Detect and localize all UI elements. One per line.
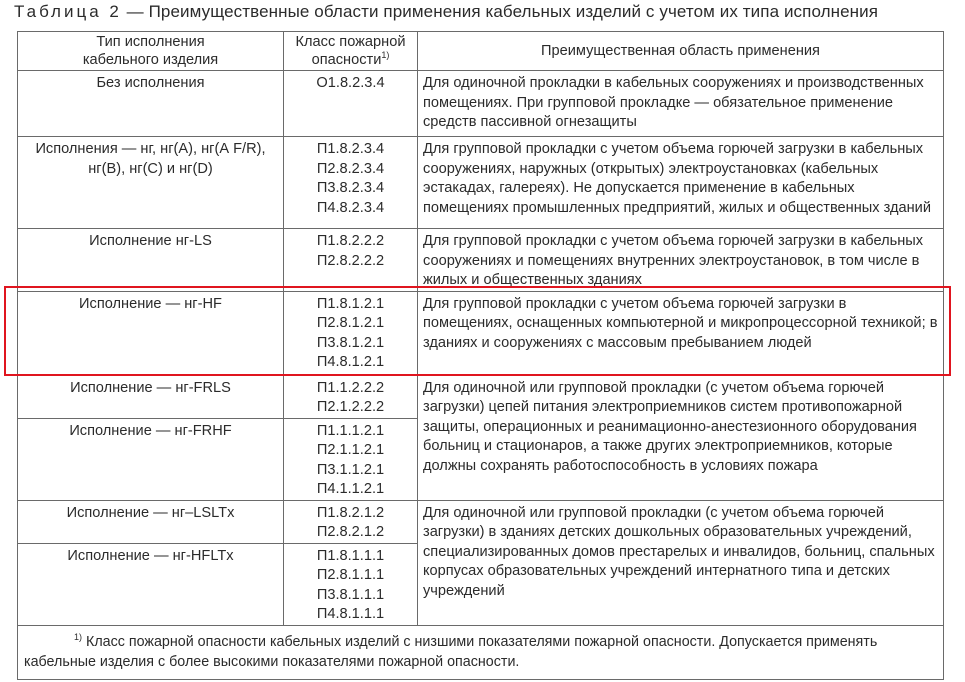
type-text: Исполнение нг-LS bbox=[89, 233, 212, 249]
header-class-line-1: Класс пожарной bbox=[295, 34, 406, 50]
class-code: П1.8.2.2.2 bbox=[316, 233, 385, 249]
area-cell: Для групповой прокладки с учетом объема горючей загрузки в кабельных сооружениях, наружных (открытых) электроустановках (кабельных эстакадах, галереях). Не допускается применение в кабельных помещениях промышленных предприятий, жилых и общественных зданий bbox=[418, 137, 944, 229]
footnote-row bbox=[18, 625, 944, 679]
type-text: Исполнение — нг-FRHF bbox=[69, 422, 232, 439]
class-code: П2.1.2.2.2 bbox=[316, 399, 385, 415]
type-text: Исполнение — нг–LSLTx bbox=[66, 504, 235, 521]
class-code: П4.8.2.3.4 bbox=[316, 199, 385, 216]
table-row bbox=[18, 137, 944, 229]
type-cell bbox=[18, 71, 284, 137]
header-class-line-2: опасности bbox=[311, 52, 382, 68]
header-class-footnote-mark: 1) bbox=[381, 50, 390, 61]
type-text: Без исполнения bbox=[96, 75, 205, 91]
class-code: П3.8.1.2.1 bbox=[316, 334, 385, 351]
area-cell-merged: Для одиночной или групповой прокладки (с учетом объема горючей загрузки) в зданиях детских дошкольных образовательных учреждений, специализированных домов престарелых и инвалидов, больниц, спальных корпусах образовательных учреждений интернатного типа и детских учреждений bbox=[418, 500, 944, 625]
table-row bbox=[18, 229, 944, 292]
class-code: П2.1.1.2.1 bbox=[316, 442, 385, 458]
class-cell bbox=[284, 229, 418, 292]
type-cell bbox=[18, 500, 284, 543]
class-code: П1.8.2.3.4 bbox=[316, 141, 385, 157]
header-area: Преимущественная область применения bbox=[418, 32, 944, 71]
table-number: Таблица 2 bbox=[14, 2, 122, 21]
class-code: П4.8.1.2.1 bbox=[316, 354, 385, 370]
class-code: П3.1.1.2.1 bbox=[316, 461, 385, 478]
header-type-line-2: кабельного изделия bbox=[82, 52, 219, 68]
type-text: Исполнение — нг-HF bbox=[79, 295, 222, 312]
area-cell-merged: Для одиночной или групповой прокладки (с учетом объема горючей загрузки) цепей питания электроприемников систем противопожарной защиты, операционных и реанимационно-анестезионного оборудования больниц и стационаров, а также других электроприемников, которые должны сохранять работоспособность в условиях пожара bbox=[418, 375, 944, 500]
class-cell bbox=[284, 137, 418, 229]
class-code: П4.8.1.1.1 bbox=[316, 606, 385, 622]
type-text: Исполнения — нг, нг(А), нг(А F/R), bbox=[35, 141, 266, 157]
table-row bbox=[18, 71, 944, 137]
class-cell bbox=[284, 418, 418, 500]
header-type bbox=[18, 32, 284, 71]
class-code: П4.1.1.2.1 bbox=[316, 481, 385, 497]
type-text: Исполнение — нг-FRLS bbox=[70, 379, 231, 396]
class-cell bbox=[284, 375, 418, 418]
class-cell bbox=[284, 500, 418, 543]
footnote-mark: 1) bbox=[74, 631, 83, 642]
type-cell bbox=[18, 137, 284, 229]
type-cell bbox=[18, 375, 284, 418]
class-code: П3.8.1.1.1 bbox=[316, 586, 385, 603]
class-code: П3.8.2.3.4 bbox=[316, 180, 385, 196]
class-code: П2.8.1.1.1 bbox=[316, 567, 385, 583]
table-row bbox=[18, 500, 944, 543]
class-code: П2.8.2.3.4 bbox=[316, 160, 385, 177]
class-cell bbox=[284, 291, 418, 375]
class-code: П2.8.2.1.2 bbox=[316, 524, 385, 540]
table-row-highlighted bbox=[18, 291, 944, 375]
table-caption bbox=[14, 2, 878, 22]
type-text: нг(В), нг(С) и нг(D) bbox=[88, 160, 213, 177]
table-row bbox=[18, 375, 944, 418]
class-code: П1.8.2.1.2 bbox=[316, 504, 385, 521]
header-type-line-1: Тип исполнения bbox=[96, 34, 205, 50]
type-cell bbox=[18, 543, 284, 625]
type-cell bbox=[18, 229, 284, 292]
class-code: П1.1.2.2.2 bbox=[316, 379, 385, 396]
class-code: П1.8.1.1.1 bbox=[316, 547, 385, 564]
class-code: П2.8.2.2.2 bbox=[316, 252, 385, 269]
cable-application-table bbox=[17, 31, 944, 680]
type-cell bbox=[18, 291, 284, 375]
class-code: П1.8.1.2.1 bbox=[316, 295, 385, 312]
header-class bbox=[284, 32, 418, 71]
type-text: Исполнение — нг-HFLTx bbox=[67, 547, 234, 564]
class-code: П1.1.1.2.1 bbox=[316, 422, 385, 439]
class-code: П2.8.1.2.1 bbox=[316, 315, 385, 331]
area-cell: Для групповой прокладки с учетом объема горючей загрузки в кабельных сооружениях и помещениях внутренних электроустановок, в том числе в жилых и общественных зданиях bbox=[418, 229, 944, 292]
class-cell bbox=[284, 71, 418, 137]
class-cell bbox=[284, 543, 418, 625]
area-cell: Для групповой прокладки с учетом объема горючей загрузки в помещениях, оснащенных компьютерной и микропроцессорной техникой; в зданиях и сооружениях с массовым пребыванием людей bbox=[418, 291, 944, 375]
area-cell: Для одиночной прокладки в кабельных сооружениях и производственных помещениях. При групповой прокладке — обязательное применение средств пассивной огнезащиты bbox=[418, 71, 944, 137]
footnote-cell bbox=[18, 625, 944, 679]
class-code: О1.8.2.3.4 bbox=[316, 75, 385, 91]
type-cell bbox=[18, 418, 284, 500]
header-row bbox=[18, 32, 944, 71]
footnote-text: Класс пожарной опасности кабельных изделий с низшими показателями пожарной опасности. Допускается применять кабельные изделия с более высокими показателями пожарной опасности. bbox=[24, 633, 878, 670]
table-title: — Преимущественные области применения кабельных изделий с учетом их типа исполнения bbox=[121, 2, 879, 21]
